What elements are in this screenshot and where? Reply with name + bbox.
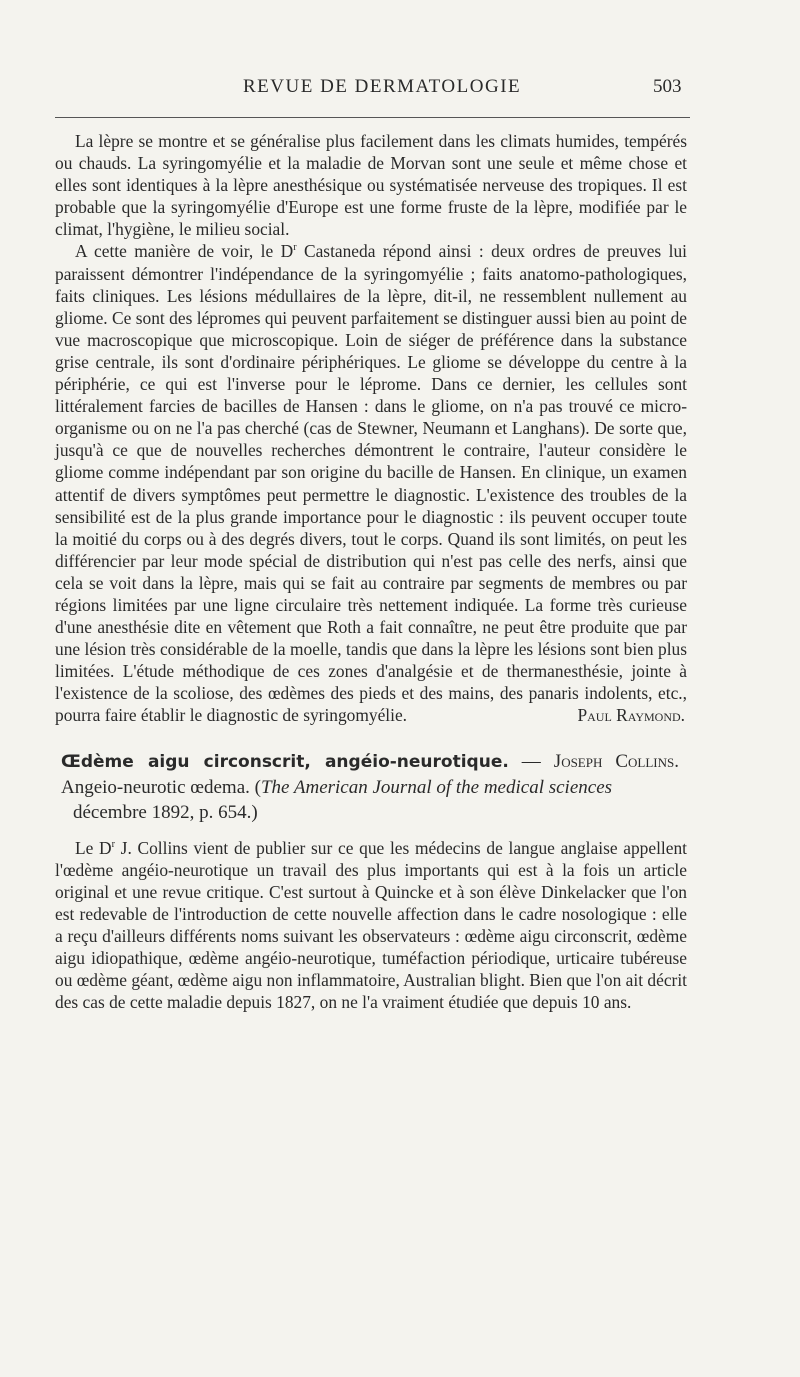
section-heading: Œdème aigu circonscrit, angéio-neurotique. xyxy=(61,751,509,772)
paragraph-2 xyxy=(55,240,687,726)
paragraph-2-start: A cette manière de voir, le D xyxy=(75,241,294,262)
paragraph-3 xyxy=(55,837,687,1014)
section-journal: The American Journal of the medical sciences xyxy=(260,776,613,798)
doctor-superscript: r xyxy=(293,242,297,254)
header-rule xyxy=(55,117,690,118)
article-body xyxy=(55,130,687,1013)
section-dash: — xyxy=(508,750,554,772)
section-author: Joseph Collins. xyxy=(553,750,679,772)
running-title: REVUE DE DERMATOLOGIE xyxy=(243,76,522,97)
paragraph-2-text: Castaneda répond ainsi : deux ordres de preuves lui paraissent démontrer l'indépendance de la syringomyélie ; faits anatomo-pathologiques, faits cliniques. Les lésions médullaires de la lèpre, dit-il, ne ressemblent nullement au gliome. Ce sont des lépromes qui peuvent parfaitement se distinguer aussi bien au point de vue macroscopique que microscopique. Loin de siéger de préférence dans la substance grise centrale, ils sont d'ordinaire périphériques. Le gliome se développe du centre à la périphérie, ce qui est l'inverse pour le léprome. Dans ce dernier, les cellules sont littéralement farcies de bacilles de Hansen : dans le gliome, on n'a pas trouvé ce micro-organisme ou on ne l'a pas cherché (cas de Stewner, Neumann et Langhans). De sorte que, jusqu'à ce que de nouvelles recherches démontrent le contraire, l'auteur considère le gliome comme indépendant par son origine du bacille de Hansen. En clinique, un examen attentif de divers symptômes peut permettre le diagnostic. L'existence des troubles de la sensibilité est de la plus grande importance pour le diagnostic : ils peuvent occuper toute la moitié du corps ou à des degrés divers, tout le corps. Quand ils sont limités, on peut les différencier par leur mode spécial de distribution qui n'est pas celle des nerfs, ainsi que cela se voit dans la lèpre, mais qui se fait au contraire par segments de membres ou par régions limitées par une ligne circulaire très nettement indiquée. La forme très curieuse d'une anesthésie dite en vêtement que Roth a fait connaître, ne peut être produite que par une lésion très considérable de la moelle, tandis que dans la lèpre les lésions sont bien plus limitées. L'étude méthodique de ces zones d'analgésie et de thermanesthésie, jointe à l'existence de la scoliose, des œdèmes des pieds et des mains, des panaris indolents, etc., pourra faire établir le diagnostic de syringomyélie. xyxy=(55,241,687,726)
page-header xyxy=(0,76,800,104)
section-title xyxy=(55,749,687,825)
section-date: décembre 1892, p. 654.) xyxy=(73,801,258,823)
section-title-en: Angeio-neurotic œdema. ( xyxy=(61,776,261,798)
paragraph-3-text: J. Collins vient de publier sur ce que les médecins de langue anglaise appellent l'œdème angéio-neurotique un travail des plus importants qui est à la fois un article original et une revue critique. C'est surtout à Quincke et à son élève Dinkelacker que l'on est redevable de l'introduction de cette nouvelle affection dans le cadre nosologique : elle a reçu d'ailleurs différents noms suivant les observateurs : œdème aigu circonscrit, œdème aigu idiopathique, œdème angéio-neurotique, tuméfaction périodique, urticaire tubéreuse ou œdème géant, œdème aigu non inflammatoire, Australian blight. Bien que l'on ait décrit des cas de cette maladie depuis 1827, on ne l'a vraiment étudiée que depuis 10 ans. xyxy=(55,837,688,1013)
page-number: 503 xyxy=(653,76,682,97)
signature: Paul Raymond. xyxy=(577,705,685,726)
paragraph-3-start: Le D xyxy=(75,837,112,858)
doctor-superscript-2: r xyxy=(111,838,115,850)
paragraph-1: La lèpre se montre et se généralise plus facilement dans les climats humides, tempérés ou chauds. La syringomyélie et la maladie de Morvan sont une seule et même chose et elles sont identiques à la lèpre anesthésique ou systématisée nerveuse des tropiques. Il est probable que la syringomyélie d'Europe est une forme fruste de la lèpre, modifiée par le climat, l'hygiène, le milieu social. xyxy=(55,131,687,240)
